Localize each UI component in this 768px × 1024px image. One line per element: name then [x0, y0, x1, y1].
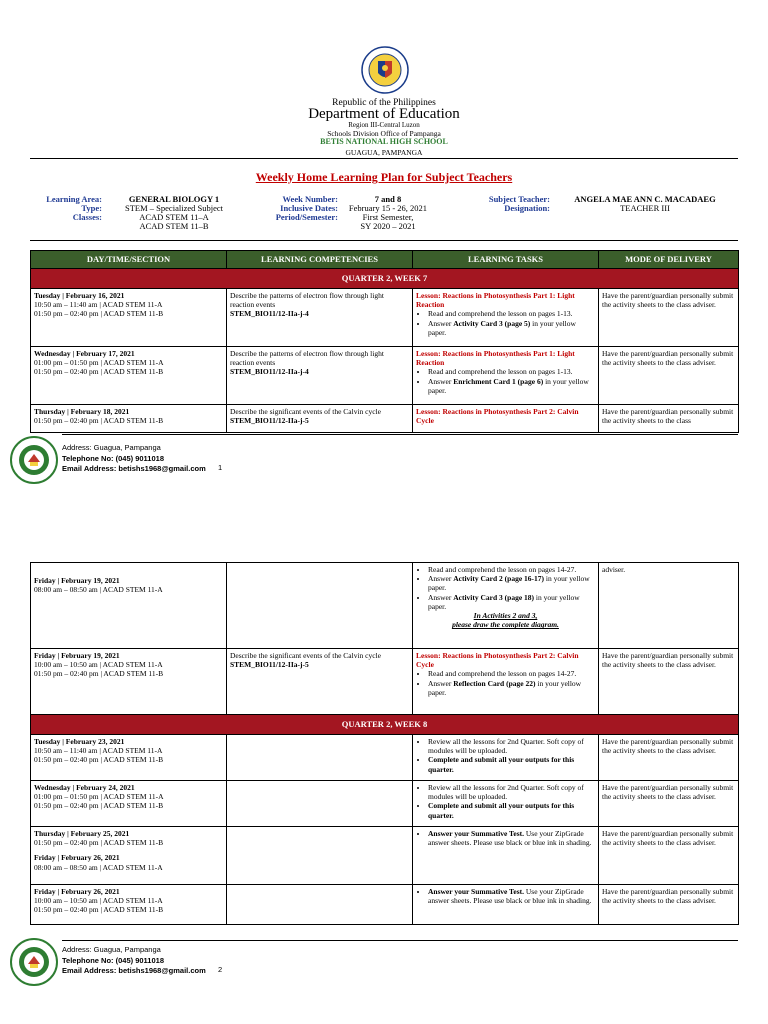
- competency-text: Describe the significant events of the Calvin cycle: [230, 407, 381, 416]
- week-number-value: 7 and 8: [374, 194, 402, 204]
- note-text: please draw the complete diagram.: [452, 620, 559, 630]
- lesson-title: Lesson: Reactions in Photosynthesis Part 1: Light Reaction: [416, 349, 575, 368]
- footer-telephone: Telephone No: (045) 9011018: [62, 955, 164, 965]
- school-logo: [10, 938, 58, 986]
- row-day: Friday | February 19, 2021: [34, 576, 120, 585]
- row-time: 01:00 pm – 01:50 pm | ACAD STEM 11-A: [34, 792, 164, 802]
- table-row: [31, 649, 739, 715]
- row-time: 10:00 am – 10:50 am | ACAD STEM 11-A: [34, 896, 163, 906]
- task-item: • Answer your Summative Test. Use your ZipGrade answer sheets. Please use black or blue ink in shading.: [428, 887, 595, 905]
- task-item: • Answer your Summative Test. Use your ZipGrade answer sheets. Please use black or blue ink in shading.: [428, 829, 595, 847]
- row-time: 10:00 am – 10:50 am | ACAD STEM 11-A: [34, 660, 163, 670]
- col-header-competencies: LEARNING COMPETENCIES: [227, 251, 413, 269]
- classes-value-1: ACAD STEM 11–A: [139, 212, 209, 222]
- table-row: [31, 781, 739, 827]
- learning-area-label: Learning Area:: [46, 194, 102, 204]
- type-value: STEM – Specialized Subject: [125, 203, 223, 213]
- mode-text: Have the parent/guardian personally submit the activity sheets to the class adviser.: [599, 781, 739, 827]
- table-row: [31, 347, 739, 405]
- row-time: 08:00 am – 08:50 am | ACAD STEM 11-A: [34, 862, 163, 872]
- task-item: • Read and comprehend the lesson on pages 1-13.: [428, 367, 595, 376]
- row-day: Thursday | February 18, 2021: [34, 407, 130, 416]
- plan-title: Weekly Home Learning Plan for Subject Teachers: [255, 170, 513, 184]
- table-row: [31, 563, 739, 649]
- row-time: 10:50 am – 11:40 am | ACAD STEM 11-A: [34, 746, 163, 756]
- task-item: • Answer Reflection Card (page 22) in your yellow paper.: [428, 679, 595, 697]
- quarter-header: QUARTER 2, WEEK 8: [31, 715, 739, 735]
- footer-divider: [62, 940, 738, 941]
- task-item: • Read and comprehend the lesson on pages 14-27.: [428, 565, 595, 574]
- competency-text: Describe the patterns of electron flow through light reaction events: [230, 349, 384, 368]
- deped-seal: [361, 46, 409, 94]
- quarter-header: QUARTER 2, WEEK 7: [31, 269, 739, 289]
- lesson-title: Lesson: Reactions in Photosynthesis Part 2: Calvin Cycle: [416, 651, 579, 670]
- footer-address: Address: Guagua, Pampanga: [62, 443, 161, 452]
- competency-text: Describe the patterns of electron flow through light reaction events: [230, 291, 384, 310]
- type-label: Type:: [81, 203, 102, 213]
- region-text: Region III-Central Luzon: [348, 121, 420, 129]
- inclusive-dates-label: Inclusive Dates:: [280, 203, 338, 213]
- page-number: 1: [218, 463, 223, 472]
- footer-email: Email Address: betishs1968@gmail.com: [62, 966, 206, 975]
- task-item: • Complete and submit all your outputs for this quarter.: [428, 801, 595, 819]
- col-header-day: DAY/TIME/SECTION: [31, 251, 227, 269]
- task-item: • Read and comprehend the lesson on pages 14-27.: [428, 669, 595, 678]
- mode-text: adviser.: [599, 563, 739, 649]
- row-day: Wednesday | February 24, 2021: [34, 783, 135, 792]
- table-row: [31, 735, 739, 781]
- learning-area-value: GENERAL BIOLOGY 1: [128, 194, 220, 204]
- subject-teacher-value: ANGELA MAE ANN C. MACADAEG: [574, 194, 716, 204]
- competency-code: STEM_BIO11/12-IIa-j-4: [230, 367, 309, 377]
- row-time: 01:50 pm – 02:40 pm | ACAD STEM 11-B: [34, 367, 164, 377]
- mode-text: Have the parent/guardian personally submit the activity sheets to the class adviser.: [599, 735, 739, 781]
- page-footer: [0, 940, 768, 990]
- row-time: 01:00 pm – 01:50 pm | ACAD STEM 11-A: [34, 358, 164, 368]
- page-number: 2: [218, 965, 223, 974]
- task-item: • Review all the lessons for 2nd Quarter. Soft copy of modules will be uploaded.: [428, 737, 595, 755]
- competency-code: STEM_BIO11/12-IIa-j-5: [230, 660, 309, 670]
- task-item: • Answer Activity Card 3 (page 5) in your yellow paper.: [428, 319, 595, 337]
- row-time: 01:50 pm – 02:40 pm | ACAD STEM 11-B: [34, 801, 164, 811]
- row-time: 01:50 pm – 02:40 pm | ACAD STEM 11-B: [34, 309, 164, 319]
- period-value-2: SY 2020 – 2021: [360, 221, 416, 231]
- row-day: Friday | February 26, 2021: [34, 853, 120, 863]
- plan-table-page-2: [30, 562, 739, 925]
- note-text: In Activities 2 and 3,: [473, 611, 538, 621]
- info-divider: [30, 240, 738, 241]
- mode-text: Have the parent/guardian personally submit the activity sheets to the class adviser.: [599, 649, 739, 715]
- period-value-1: First Semester,: [362, 212, 414, 222]
- task-item: • Answer Enrichment Card 1 (page 6) in your yellow paper.: [428, 377, 595, 395]
- plan-table-page-1: [30, 250, 739, 433]
- row-time: 01:50 pm – 02:40 pm | ACAD STEM 11-B: [34, 755, 164, 765]
- page-footer: [0, 434, 768, 484]
- col-header-tasks: LEARNING TASKS: [413, 251, 599, 269]
- footer-address: Address: Guagua, Pampanga: [62, 945, 161, 954]
- row-time: 08:00 am – 08:50 am | ACAD STEM 11-A: [34, 585, 163, 595]
- header-divider: [30, 158, 738, 159]
- row-day: Friday | February 19, 2021: [34, 651, 120, 660]
- inclusive-dates-value: February 15 - 26, 2021: [348, 203, 428, 213]
- table-row: [31, 885, 739, 925]
- row-time: 01:50 pm – 02:40 pm | ACAD STEM 11-B: [34, 905, 164, 915]
- row-time: 01:50 pm – 02:40 pm | ACAD STEM 11-B: [34, 416, 164, 426]
- task-item: • Answer Activity Card 2 (page 16-17) in your yellow paper.: [428, 574, 595, 592]
- row-day: Tuesday | February 16, 2021: [34, 291, 125, 300]
- mode-text: Have the parent/guardian personally submit the activity sheets to the class adviser.: [599, 827, 739, 885]
- table-row: [31, 405, 739, 433]
- lesson-title: Lesson: Reactions in Photosynthesis Part 2: Calvin Cycle: [416, 407, 579, 426]
- footer-divider: [62, 434, 738, 435]
- mode-text: Have the parent/guardian personally submit the activity sheets to the class: [599, 405, 739, 433]
- department-title: Department of Education: [308, 106, 460, 122]
- task-item: • Answer Activity Card 3 (page 18) in your yellow paper.: [428, 593, 595, 611]
- classes-value-2: ACAD STEM 11–B: [139, 221, 209, 231]
- table-row: [31, 289, 739, 347]
- row-day: Thursday | February 25, 2021: [34, 829, 130, 838]
- col-header-mode: MODE OF DELIVERY: [599, 251, 739, 269]
- task-item: • Complete and submit all your outputs for this quarter.: [428, 755, 595, 773]
- division-text: Schools Division Office of Pampanga: [327, 129, 441, 138]
- period-label: Period/Semester:: [275, 212, 338, 222]
- row-day: Wednesday | February 17, 2021: [34, 349, 135, 358]
- school-name: BETIS NATIONAL HIGH SCHOOL: [320, 137, 448, 146]
- info-table: [30, 195, 738, 231]
- lesson-title: Lesson: Reactions in Photosynthesis Part 1: Light Reaction: [416, 291, 575, 310]
- competency-text: Describe the significant events of the Calvin cycle: [230, 651, 381, 660]
- school-logo: [10, 436, 58, 484]
- competency-code: STEM_BIO11/12-IIa-j-4: [230, 309, 309, 319]
- classes-label: Classes:: [72, 212, 102, 222]
- row-day: Friday | February 26, 2021: [34, 887, 120, 896]
- row-time: 01:50 pm – 02:40 pm | ACAD STEM 11-B: [34, 669, 164, 679]
- week-number-label: Week Number:: [282, 194, 338, 204]
- task-item: • Review all the lessons for 2nd Quarter. Soft copy of modules will be uploaded.: [428, 783, 595, 801]
- designation-label: Designation:: [504, 203, 550, 213]
- footer-telephone: Telephone No: (045) 9011018: [62, 453, 164, 463]
- mode-text: Have the parent/guardian personally submit the activity sheets to the class adviser.: [599, 885, 739, 925]
- row-time: 10:50 am – 11:40 am | ACAD STEM 11-A: [34, 300, 163, 310]
- task-item: • Read and comprehend the lesson on pages 1-13.: [428, 309, 595, 318]
- town-text: GUAGUA, PAMPANGA: [345, 148, 423, 157]
- mode-text: Have the parent/guardian personally submit the activity sheets to the class adviser.: [599, 347, 739, 405]
- competency-code: STEM_BIO11/12-IIa-j-5: [230, 416, 309, 426]
- mode-text: Have the parent/guardian personally submit the activity sheets to the class adviser.: [599, 289, 739, 347]
- subject-teacher-label: Subject Teacher:: [488, 194, 550, 204]
- table-row: [31, 827, 739, 885]
- row-time: 01:50 pm – 02:40 pm | ACAD STEM 11-B: [34, 838, 164, 848]
- footer-email: Email Address: betishs1968@gmail.com: [62, 464, 206, 473]
- designation-value: TEACHER III: [620, 203, 670, 213]
- row-day: Tuesday | February 23, 2021: [34, 737, 125, 746]
- republic-text: Republic of the Philippines: [332, 98, 436, 108]
